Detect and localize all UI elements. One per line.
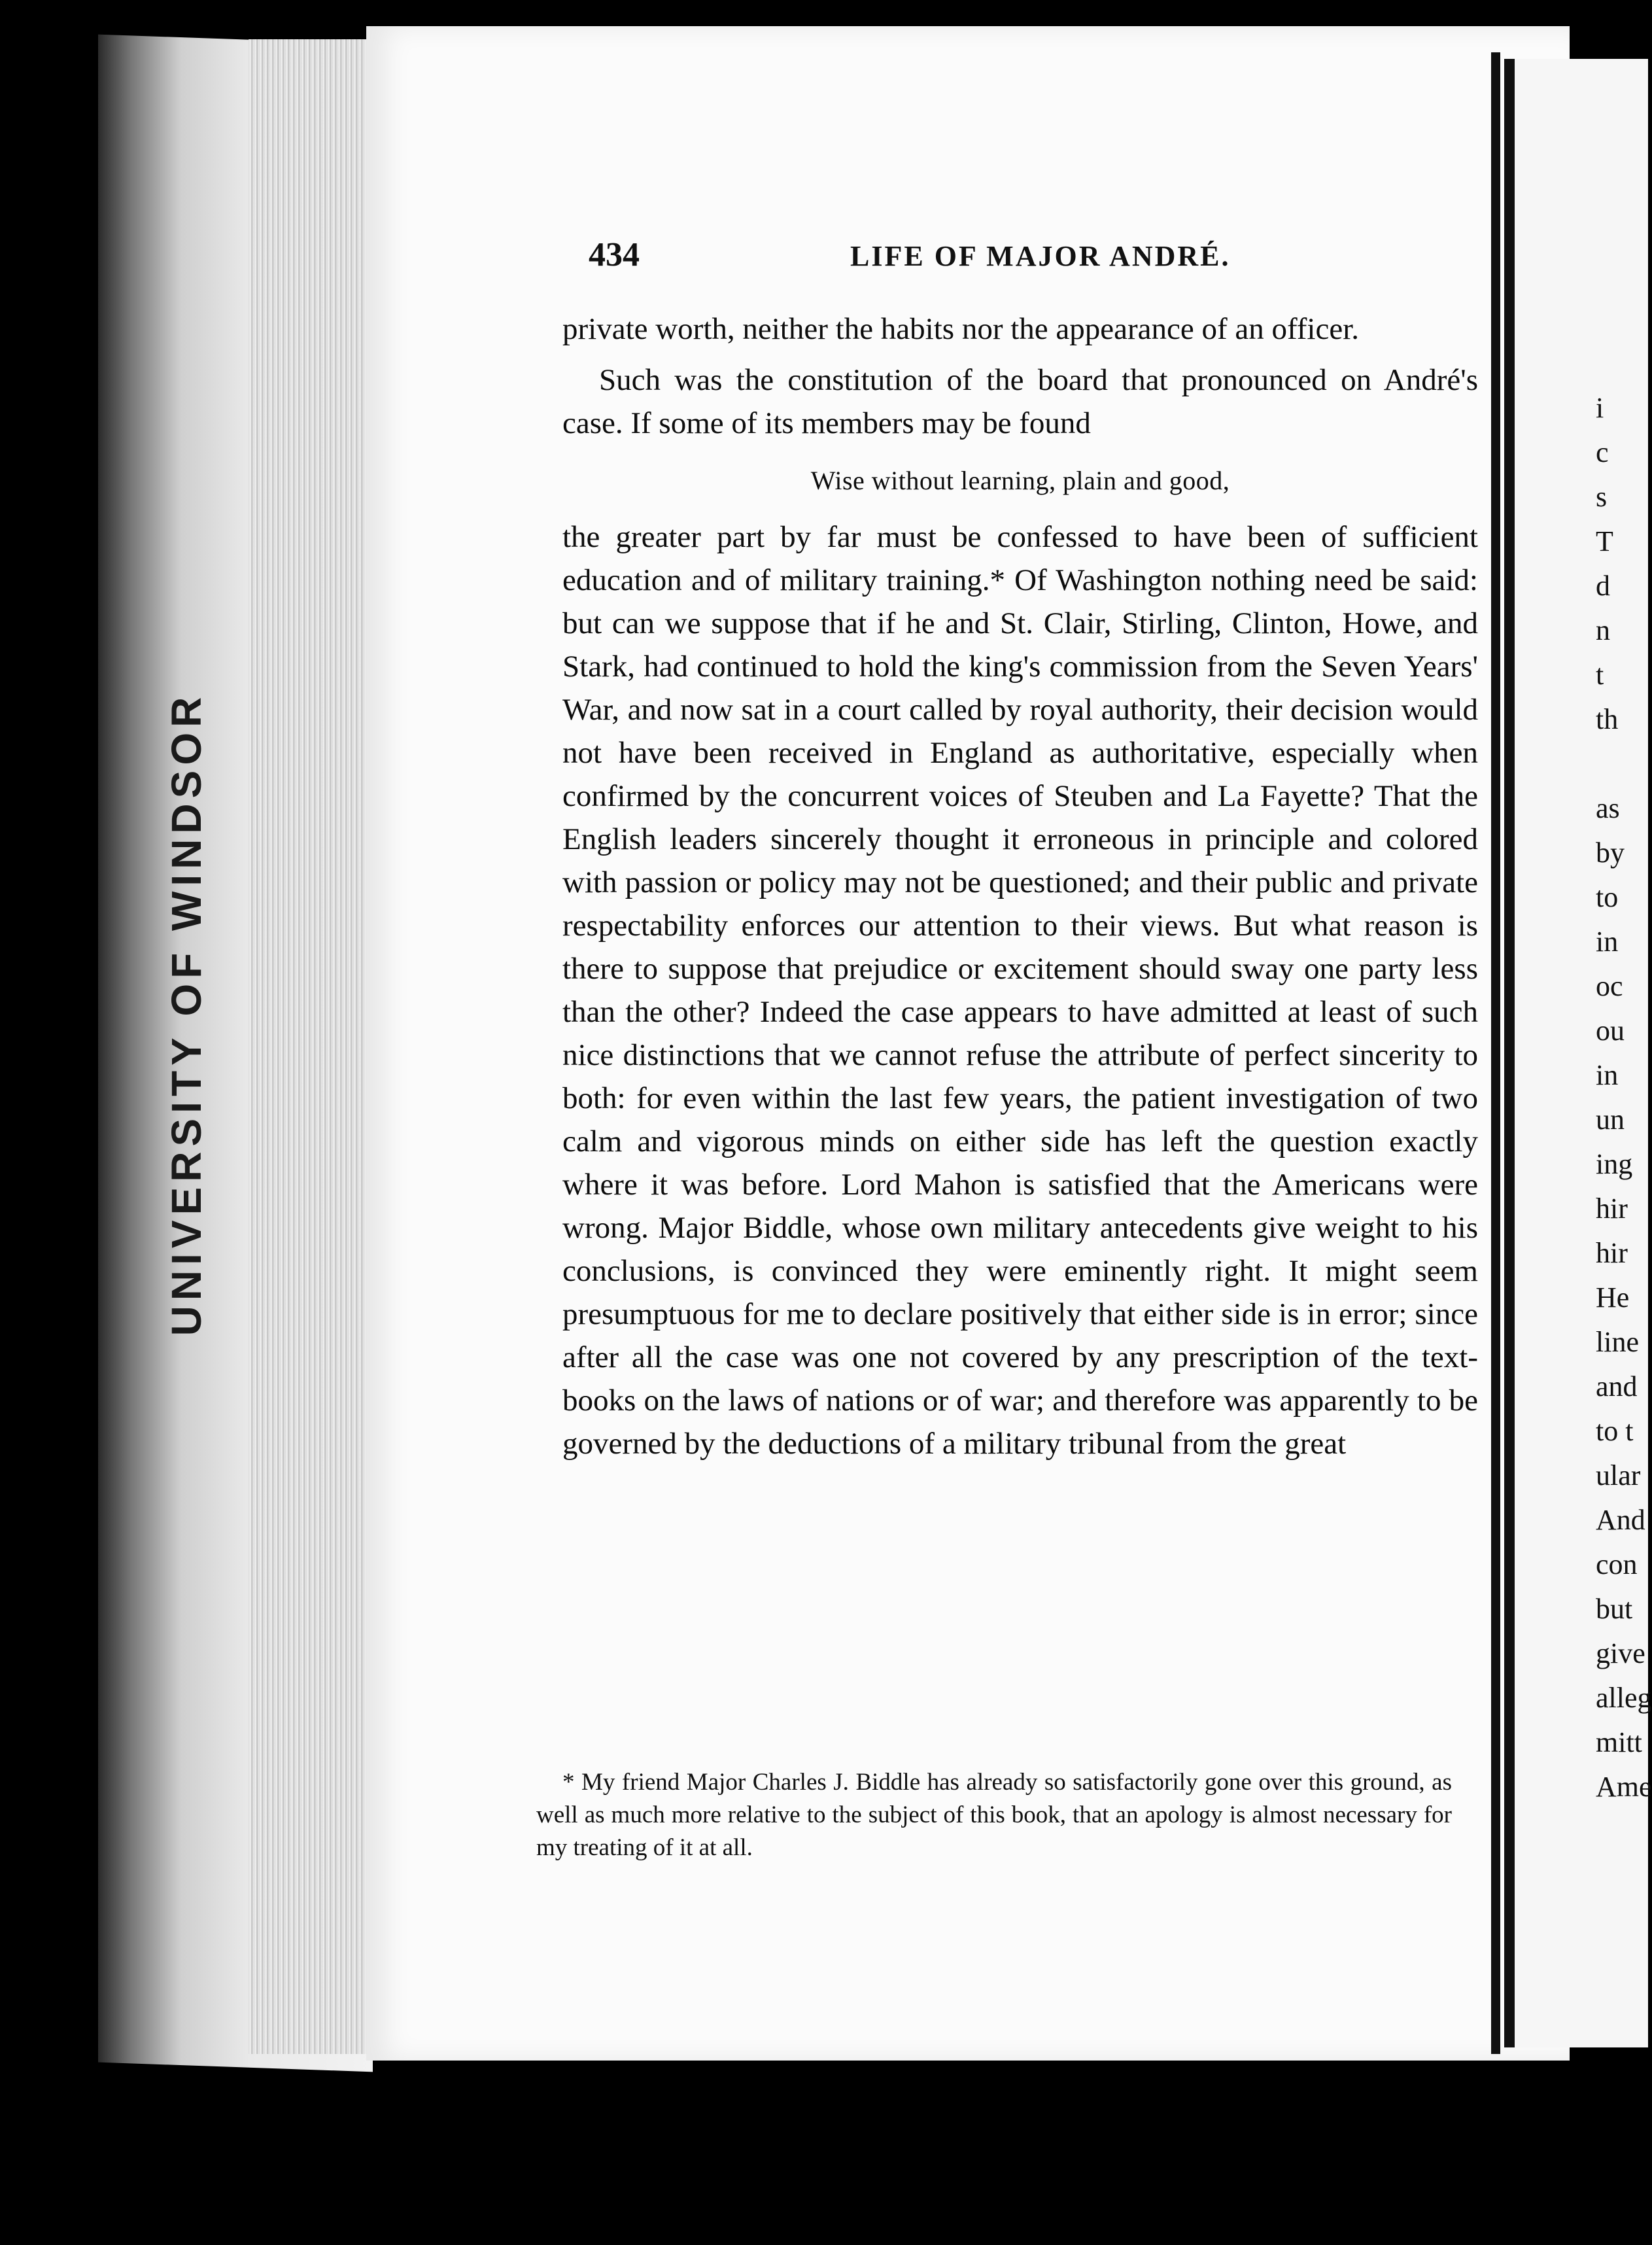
right-page-fragment: d	[1596, 570, 1610, 602]
right-page-fragment: line	[1596, 1326, 1639, 1358]
right-page-fragment: and	[1596, 1370, 1638, 1402]
right-page-fragment: in	[1596, 926, 1619, 958]
page-number: 434	[589, 236, 640, 273]
right-page-fragment: mitt	[1596, 1726, 1642, 1758]
footnote	[536, 1766, 1452, 1864]
paragraph: Such was the constitution of the board that pronounced on André's case. If some of its members may be found	[562, 363, 1478, 440]
right-page-fragment: to	[1596, 881, 1619, 913]
right-page-fragment: as	[1596, 792, 1620, 824]
right-page-fragment: th	[1596, 703, 1619, 735]
page-gutter	[1491, 52, 1500, 2054]
right-page-fragment: Ame	[1596, 1771, 1652, 1803]
right-page-fragment: but	[1596, 1593, 1633, 1625]
footnote-text: * My friend Major Charles J. Biddle has already so satisfactorily gone over this ground, as well as much more relative to the subject of this book, that an apology is almost necessary for my treating of it at all.	[536, 1769, 1452, 1861]
verse-quote: Wise without learning, plain and good,	[810, 466, 1230, 495]
right-page-fragment: ou	[1596, 1015, 1625, 1047]
right-page-fragment: by	[1596, 837, 1625, 869]
right-page-fragments	[1596, 386, 1652, 1809]
page-body	[562, 307, 1478, 1465]
right-page-fragment: ular	[1596, 1459, 1641, 1491]
right-page-fragment: t	[1596, 659, 1604, 691]
right-page-fragment: ing	[1596, 1148, 1633, 1180]
right-page-fragment	[1596, 742, 1652, 786]
page-header	[589, 235, 1471, 281]
page-stack	[249, 39, 366, 2054]
right-page-fragment: And	[1596, 1504, 1645, 1536]
right-page-fragment: un	[1596, 1104, 1625, 1136]
right-page-fragment: i	[1596, 392, 1604, 424]
right-page-fragment: He	[1596, 1281, 1630, 1314]
right-page-fragment: alleg	[1596, 1682, 1652, 1714]
running-title: LIFE OF MAJOR ANDRÉ.	[850, 240, 1231, 272]
paragraph-continued: private worth, neither the habits nor the appearance of an officer.	[562, 312, 1360, 346]
right-page-fragment: to t	[1596, 1415, 1634, 1447]
right-page-fragment: c	[1596, 436, 1609, 468]
right-page-fragment: n	[1596, 614, 1610, 646]
right-page-fragment: in	[1596, 1059, 1619, 1091]
right-page-fragment: oc	[1596, 970, 1623, 1002]
right-page-fragment: con	[1596, 1548, 1638, 1580]
right-page-fragment: hir	[1596, 1192, 1628, 1225]
right-page-fragment: s	[1596, 481, 1608, 513]
library-stamp: UNIVERSITY OF WINDSOR	[163, 691, 210, 1336]
right-page-fragment: T	[1596, 525, 1613, 557]
right-page-fragment: hir	[1596, 1237, 1628, 1269]
paragraph: the greater part by far must be confessed to have been of sufficient education and of military training.* Of Washington nothing need be said: but can we suppose that if he and St. Clair, Stirling, Clinton, Howe, and Stark, had continued to hold the king's commission from the Seven Years' War, and now sat in a court called by royal authority, their decision would not have been received in England as authoritative, especially when confirmed by the concurrent voices of Steuben and La Fayette? That the English leaders sincerely thought it erroneous in principle and colored with passion or policy may not be questioned; and their public and private respectability enforces our attention to their views. But what reason is there to suppose that prejudice or excitement should sway one party less than the other? Indeed the case appears to have admitted at least of such nice distinctions that we cannot refuse the attribute of perfect sincerity to both: for even within the last few years, the patient investigation of two calm and vigorous minds on either side has left the question exactly where it was before. Lord Mahon is satisfied that the Americans were wrong. Major Biddle, whose own military antecedents give weight to his conclusions, is convinced they were eminently right. It might seem presumptuous for me to declare positively that either side is in error; since after all the case was one not covered by any prescription of the text-books on the laws of nations or of war; and therefore was apparently to be governed by the deductions of a military tribunal from the great	[562, 520, 1478, 1461]
right-page-fragment: give	[1596, 1637, 1645, 1669]
